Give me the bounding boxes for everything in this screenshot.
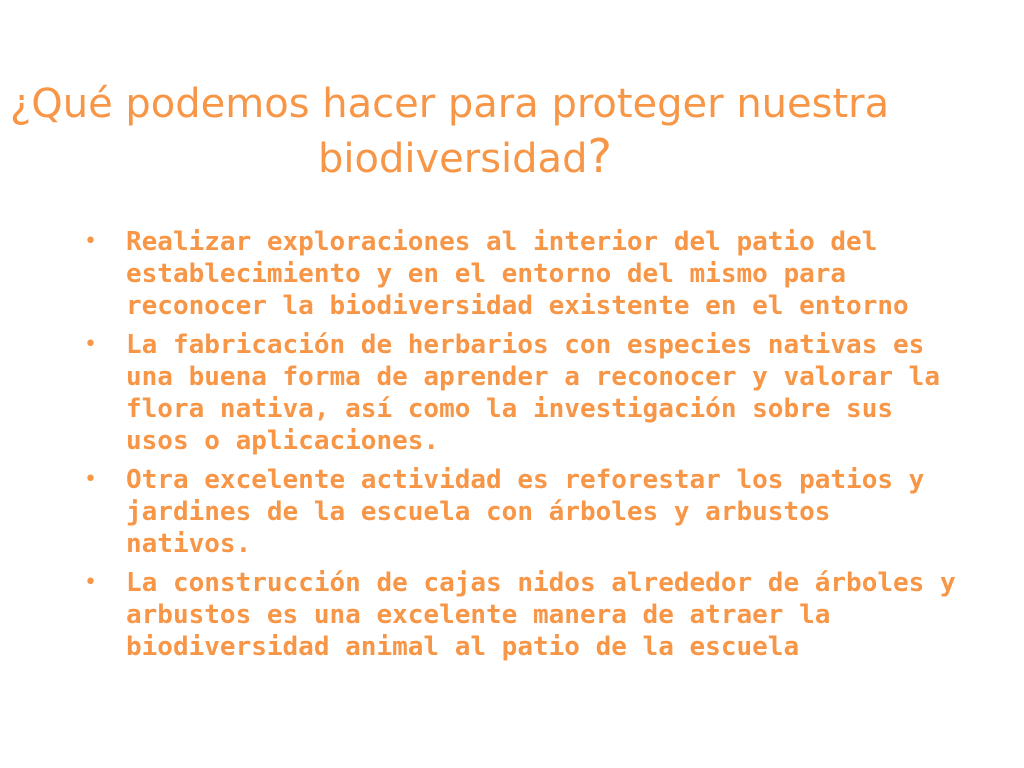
bullet-icon: • xyxy=(84,229,97,254)
bullet-text: La construcción de cajas nidos alrededor de árboles y arbustos es una excelente manera de atraer la biodiversidad animal al patio de la escuela xyxy=(126,568,956,662)
bullet-icon: • xyxy=(84,332,97,357)
bullet-item-2 xyxy=(84,329,964,457)
slide-title xyxy=(0,78,1024,185)
bullet-text: Otra excelente actividad es reforestar los patios y jardines de la escuela con árboles y arbustos nativos. xyxy=(126,465,925,559)
bullet-item-1 xyxy=(84,226,964,322)
title-question-mark: ? xyxy=(587,129,612,183)
bullet-list xyxy=(84,226,964,670)
title-line-2 xyxy=(0,130,1024,185)
bullet-text: La fabricación de herbarios con especies nativas es una buena forma de aprender a reconocer y valorar la flora nativa, así como la investigación sobre sus usos o aplicaciones. xyxy=(126,330,940,456)
title-line-2-text: biodiversidad xyxy=(318,136,588,182)
bullet-icon: • xyxy=(84,570,97,595)
bullet-item-3 xyxy=(84,464,964,560)
bullet-text: Realizar exploraciones al interior del patio del establecimiento y en el entorno del mismo para reconocer la biodiversidad existente en el entorno xyxy=(126,227,909,321)
title-line-1: ¿Qué podemos hacer para proteger nuestra xyxy=(10,81,890,127)
bullet-item-4 xyxy=(84,567,964,663)
bullet-icon: • xyxy=(84,467,97,492)
